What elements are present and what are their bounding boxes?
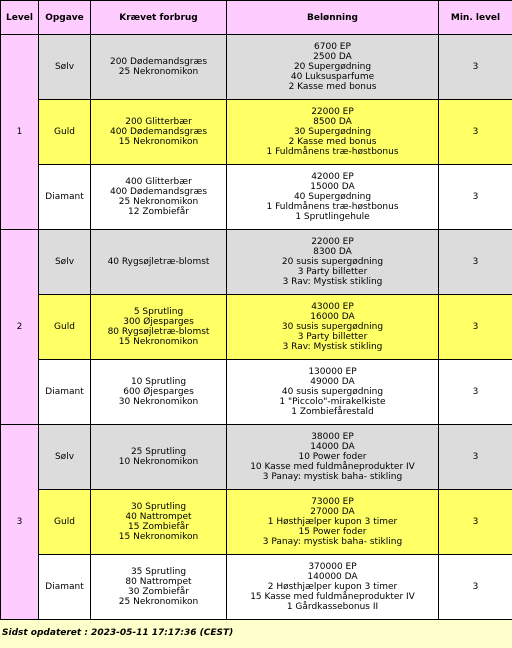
task-cell: Sølv: [39, 230, 91, 295]
reward-item: 130000 EP: [308, 367, 357, 377]
header-task: Opgave: [39, 1, 91, 35]
task-cell: Guld: [39, 295, 91, 360]
reward-item: 40 Supergødning: [293, 192, 372, 202]
reward-cell: [227, 555, 439, 620]
min-level-cell: 3: [439, 165, 512, 230]
cost-item: 15 Nekronomikon: [118, 337, 199, 347]
reward-item: 27000 DA: [310, 507, 355, 517]
cost-item: 10 Sprutling: [130, 377, 187, 387]
reward-item: 2 Kasse med bonus: [288, 82, 377, 92]
reward-item: 8300 DA: [313, 247, 352, 257]
reward-item: 49000 DA: [310, 377, 355, 387]
reward-item: 43000 EP: [311, 302, 354, 312]
cost-item: 10 Nekronomikon: [118, 457, 199, 467]
min-level-cell: 3: [439, 100, 512, 165]
last-updated: Sidst opdateret : 2023-05-11 17:17:36 (CEST): [2, 628, 234, 638]
reward-item: 42000 EP: [311, 172, 354, 182]
reward-item: 20 susis supergødning: [281, 257, 384, 267]
min-level-cell: 3: [439, 35, 512, 100]
cost-item: 30 Nekronomikon: [118, 397, 199, 407]
cost-item: 25 Nekronomikon: [118, 197, 199, 207]
table-row: [1, 230, 512, 295]
min-level-cell: 3: [439, 555, 512, 620]
cost-cell: [91, 35, 227, 100]
reward-item: 1 Zombiefårestald: [291, 407, 374, 417]
reward-item: 20 Supergødning: [293, 62, 372, 72]
reward-item: 30 susis supergødning: [281, 322, 384, 332]
cost-item: 35 Sprutling: [130, 567, 187, 577]
reward-cell: [227, 295, 439, 360]
reward-item: 2500 DA: [313, 52, 352, 62]
min-level-cell: 3: [439, 425, 512, 490]
reward-item: 1 Fuldmånens træ-høstbonus: [266, 147, 399, 157]
header-reward: Belønning: [227, 1, 439, 35]
reward-item: 370000 EP: [308, 562, 357, 572]
reward-cell: [227, 165, 439, 230]
cost-item: 400 Glitterbær: [125, 177, 192, 187]
cost-item: 400 Dødemandsgræs: [109, 127, 208, 137]
cost-item: 5 Sprutling: [133, 307, 184, 317]
task-cell: Guld: [39, 490, 91, 555]
reward-item: 1 Høsthjælper kupon 3 timer: [267, 517, 398, 527]
task-cell: Guld: [39, 100, 91, 165]
cost-item: 200 Dødemandsgræs: [109, 57, 208, 67]
min-level-cell: 3: [439, 230, 512, 295]
cost-item: 15 Nekronomikon: [118, 532, 199, 542]
reward-item: 6700 EP: [314, 42, 351, 52]
table-row: [1, 555, 512, 620]
reward-item: 2 Høsthjælper kupon 3 timer: [267, 582, 398, 592]
reward-item: 38000 EP: [311, 432, 354, 442]
reward-cell: [227, 425, 439, 490]
level-cell: 3: [1, 425, 39, 620]
reward-item: 10 Power foder: [298, 452, 367, 462]
reward-item: 15 Power foder: [298, 527, 367, 537]
min-level-cell: 3: [439, 360, 512, 425]
reward-item: 8500 DA: [313, 117, 352, 127]
cost-item: 25 Nekronomikon: [118, 597, 199, 607]
reward-item: 3 Rav: Mystisk stikling: [282, 342, 383, 352]
reward-cell: [227, 360, 439, 425]
table-row: [1, 425, 512, 490]
table-row: [1, 165, 512, 230]
cost-item: 300 Øjesparges: [123, 317, 194, 327]
cost-item: 80 Nattrompet: [125, 577, 192, 587]
task-cell: Diamant: [39, 165, 91, 230]
reward-item: 22000 EP: [311, 237, 354, 247]
reward-item: 40 susis supergødning: [281, 387, 384, 397]
cost-item: 30 Sprutling: [130, 502, 187, 512]
reward-item: 140000 DA: [307, 572, 358, 582]
level-cell: 2: [1, 230, 39, 425]
table-row: [1, 490, 512, 555]
cost-item: 12 Zombiefår: [128, 207, 189, 217]
table-row: [1, 35, 512, 100]
cost-item: 15 Zombiefår: [128, 522, 189, 532]
reward-item: 3 Panay: mystisk baha- stikling: [262, 537, 403, 547]
cost-cell: [91, 100, 227, 165]
reward-item: 10 Kasse med fuldmåneprodukter IV: [250, 462, 415, 472]
task-cell: Diamant: [39, 555, 91, 620]
task-cell: Diamant: [39, 360, 91, 425]
cost-item: 600 Øjesparges: [123, 387, 194, 397]
reward-cell: [227, 100, 439, 165]
task-cell: Sølv: [39, 35, 91, 100]
cost-cell: [91, 360, 227, 425]
cost-cell: [91, 425, 227, 490]
header-row: [1, 1, 512, 35]
reward-item: 1 Fuldmånens træ-høstbonus: [266, 202, 399, 212]
level-cell: 1: [1, 35, 39, 230]
cost-item: 40 Nattrompet: [125, 512, 192, 522]
reward-item: 73000 EP: [311, 497, 354, 507]
reward-item: 15 Kasse med fuldmåneprodukter IV: [250, 592, 415, 602]
reward-item: 1 "Piccolo"-mirakelkiste: [279, 397, 386, 407]
reward-item: 1 Sprutlingehule: [295, 212, 370, 222]
cost-item: 40 Rygsøjletræ-blomst: [107, 257, 210, 267]
cost-item: 200 Glitterbær: [125, 117, 192, 127]
reward-cell: [227, 35, 439, 100]
header-level: Level: [1, 1, 39, 35]
reward-item: 3 Rav: Mystisk stikling: [282, 277, 383, 287]
reward-item: 2 Kasse med bonus: [288, 137, 377, 147]
table-row: [1, 295, 512, 360]
cost-item: 400 Dødemandsgræs: [109, 187, 208, 197]
reward-item: 40 Luksusparfume: [290, 72, 375, 82]
cost-item: 25 Sprutling: [130, 447, 187, 457]
cost-cell: [91, 555, 227, 620]
cost-item: 80 Rygsøjletræ-blomst: [107, 327, 210, 337]
cost-cell: [91, 295, 227, 360]
min-level-cell: 3: [439, 295, 512, 360]
reward-item: 3 Party billetter: [297, 332, 368, 342]
cost-cell: [91, 165, 227, 230]
table-body: [1, 35, 512, 620]
reward-item: 30 Supergødning: [293, 127, 372, 137]
reward-item: 1 Gårdkassebonus II: [286, 602, 379, 612]
reward-cell: [227, 230, 439, 295]
header-min-level: Min. level: [439, 1, 512, 35]
header-cost: Krævet forbrug: [91, 1, 227, 35]
task-cell: Sølv: [39, 425, 91, 490]
min-level-cell: 3: [439, 490, 512, 555]
cost-cell: [91, 490, 227, 555]
reward-item: 15000 DA: [310, 182, 355, 192]
cost-item: 25 Nekronomikon: [118, 67, 199, 77]
cost-item: 30 Zombiefår: [128, 587, 189, 597]
table-row: [1, 360, 512, 425]
reward-item: 22000 EP: [311, 107, 354, 117]
reward-item: 3 Party billetter: [297, 267, 368, 277]
reward-cell: [227, 490, 439, 555]
reward-item: 14000 DA: [310, 442, 355, 452]
cost-cell: [91, 230, 227, 295]
cost-item: 15 Nekronomikon: [118, 137, 199, 147]
reward-item: 16000 DA: [310, 312, 355, 322]
table-row: [1, 100, 512, 165]
reward-item: 3 Panay: mystisk baha- stikling: [262, 472, 403, 482]
